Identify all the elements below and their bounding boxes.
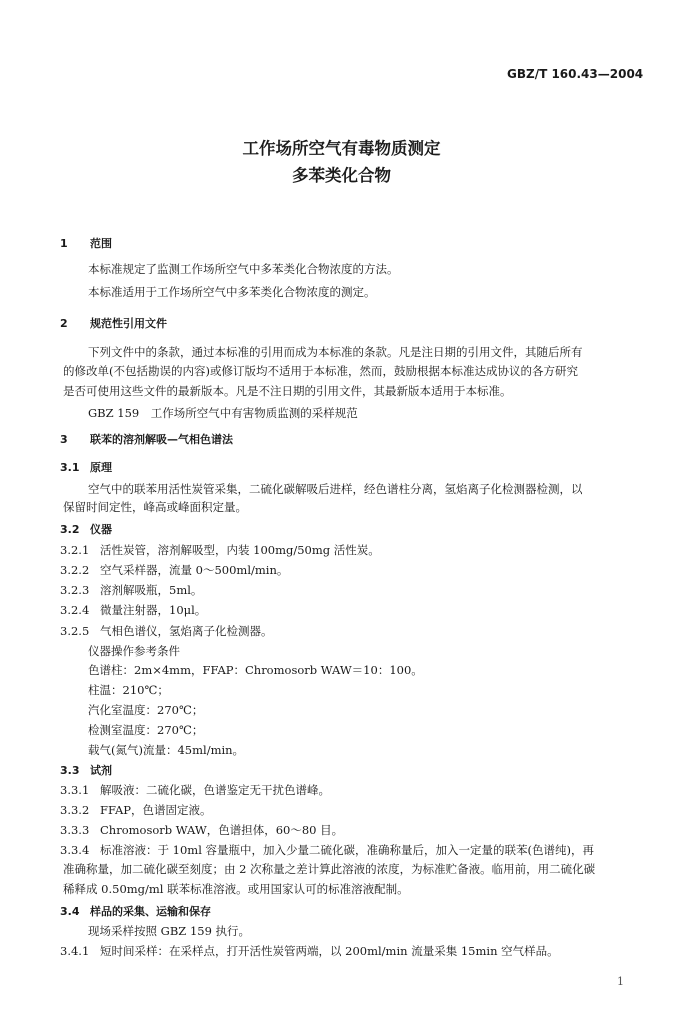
line-text: GBZ 159 工作场所空气中有害物质监测的采样规范 [88, 406, 358, 420]
text-line [88, 703, 203, 718]
line-text: 检测室温度：270℃； [88, 723, 204, 737]
clause-number: 3.2.3 [60, 583, 90, 597]
text-line [88, 743, 244, 758]
clause-number: 3.2.5 [60, 624, 90, 638]
clause-number: 3.2.1 [60, 543, 90, 557]
line-text: 活性炭管，溶剂解吸型，内装 100mg/50mg 活性炭。 [100, 543, 380, 557]
clause-number: 2 [60, 317, 68, 330]
line-text: 下列文件中的条款，通过本标准的引用而成为本标准的条款。凡是注日期的引用文件，其随后所有 [88, 345, 583, 359]
line-text: 联苯的溶剂解吸—气相色谱法 [90, 433, 233, 446]
line-text: 本标准适用于工作场所空气中多苯类化合物浓度的测定。 [88, 285, 376, 299]
clause-number: 3.3 [60, 764, 80, 777]
text-line [60, 543, 380, 558]
text-line [88, 285, 376, 300]
line-text: 空气采样器，流量 0～500ml/min。 [100, 563, 289, 577]
clause-number: 3 [60, 433, 68, 446]
text-line [60, 583, 202, 598]
text-line [88, 663, 423, 678]
text-line [60, 563, 288, 578]
line-text: 试剂 [90, 764, 112, 777]
line-text: 汽化室温度：270℃； [88, 703, 204, 717]
text-line [88, 723, 203, 738]
text-line [60, 944, 559, 959]
clause-number: 3.2 [60, 523, 80, 536]
clause-number: 3.2.4 [60, 603, 90, 617]
text-line [60, 803, 212, 818]
line-text: 本标准规定了监测工作场所空气中多苯类化合物浓度的方法。 [88, 262, 399, 276]
text-line [88, 262, 399, 277]
clause-number: 3.3.1 [60, 783, 90, 797]
line-text: 范围 [90, 237, 112, 250]
text-line [60, 624, 273, 639]
document-title: 工作场所空气有毒物质测定 [242, 139, 441, 158]
line-text: 短时间采样：在采样点，打开活性炭管两端，以 200ml/min 流量采集 15min 空气样品。 [100, 944, 559, 958]
line-text: 载气(氮气)流量：45ml/min。 [88, 743, 245, 757]
clause-number: 3.3.4 [60, 843, 90, 857]
text-line [88, 345, 583, 360]
document-subtitle: 多苯类化合物 [292, 166, 391, 185]
line-text: 准确称量，加二硫化碳至刻度；由 2 次称量之差计算此溶液的浓度，为标准贮备液。临用前，用二硫化碳 [63, 862, 596, 876]
clause-number: 3.3.3 [60, 823, 90, 837]
section-heading [60, 904, 211, 919]
clause-number: 3.4.1 [60, 944, 90, 958]
text-line [60, 843, 594, 858]
clause-number: 3.2.2 [60, 563, 90, 577]
section-heading [60, 432, 233, 447]
line-text: FFAP，色谱固定液。 [100, 803, 212, 817]
line-text: 气相色谱仪，氢焰离子化检测器。 [100, 624, 273, 638]
text-line [60, 783, 330, 798]
text-line [88, 683, 169, 698]
line-text: 仪器操作参考条件 [88, 644, 180, 658]
line-text: 仪器 [90, 523, 112, 536]
text-line [63, 384, 512, 399]
clause-number: 3.3.2 [60, 803, 90, 817]
line-text: 溶剂解吸瓶，5ml。 [100, 583, 203, 597]
clause-number: 1 [60, 237, 68, 250]
line-text: 是否可使用这些文件的最新版本。凡是不注日期的引用文件，其最新版本适用于本标准。 [63, 384, 512, 398]
line-text: 柱温：210℃； [88, 683, 169, 697]
line-text: 解吸液：二硫化碳，色谱鉴定无干扰色谱峰。 [100, 783, 330, 797]
text-line [63, 882, 409, 897]
text-line [60, 603, 206, 618]
line-text: 现场采样按照 GBZ 159 执行。 [88, 924, 251, 938]
text-line [63, 364, 578, 379]
section-heading [60, 316, 167, 331]
section-heading [60, 236, 112, 251]
line-text: 样品的采集、运输和保存 [90, 905, 211, 918]
section-heading [60, 522, 112, 537]
text-line [88, 406, 358, 421]
page-number: 1 [617, 975, 624, 988]
line-text: 标准溶液：于 10ml 容量瓶中，加入少量二硫化碳，准确称量后，加入一定量的联苯(色谱纯)，再 [100, 843, 594, 857]
line-text: 空气中的联苯用活性炭管采集，二硫化碳解吸后进样，经色谱柱分离，氢焰离子化检测器检测，以 [88, 482, 583, 496]
text-line [63, 862, 595, 877]
text-line [88, 644, 180, 659]
line-text: 稀释成 0.50mg/ml 联苯标准溶液。或用国家认可的标准溶液配制。 [63, 882, 409, 896]
line-text: 原理 [90, 461, 112, 474]
text-line [63, 500, 247, 515]
section-heading [60, 460, 112, 475]
section-heading [60, 763, 112, 778]
text-line [60, 823, 343, 838]
line-text: 微量注射器，10μl。 [100, 603, 207, 617]
standard-number: GBZ/T 160.43—2004 [507, 67, 644, 81]
line-text: 保留时间定性，峰高或峰面积定量。 [63, 500, 247, 514]
text-line [88, 482, 583, 497]
clause-number: 3.1 [60, 461, 80, 474]
line-text: 的修改单(不包括勘误的内容)或修订版均不适用于本标准，然而，鼓励根据本标准达成协议的各方研究 [63, 364, 578, 378]
line-text: 色谱柱：2m×4mm，FFAP：Chromosorb WAW＝10：100。 [88, 663, 423, 677]
line-text: Chromosorb WAW，色谱担体，60～80 目。 [100, 823, 344, 837]
text-line [88, 924, 250, 939]
line-text: 规范性引用文件 [90, 317, 167, 330]
clause-number: 3.4 [60, 905, 80, 918]
